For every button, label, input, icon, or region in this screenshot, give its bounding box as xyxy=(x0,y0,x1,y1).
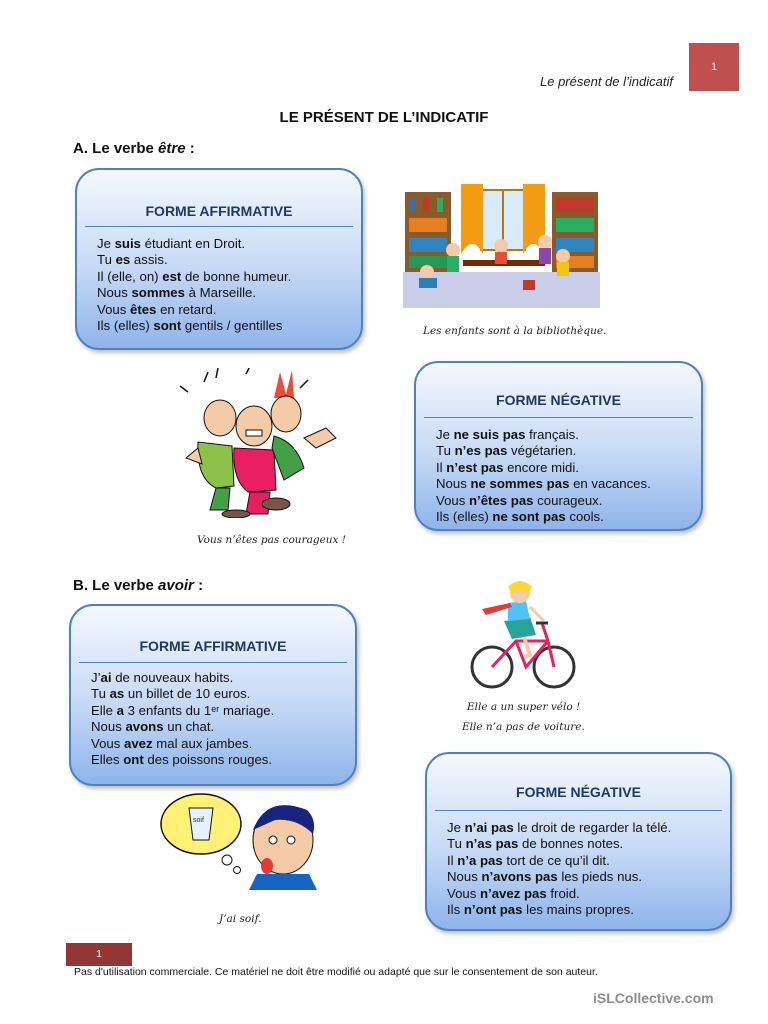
conjugated-verb: ne sont pas xyxy=(492,509,566,525)
conjugated-verb: n’as pas xyxy=(465,836,519,852)
sentence-part: des poissons rouges. xyxy=(143,752,273,768)
site-watermark: iSLCollective.com xyxy=(593,990,714,1006)
sentence-part: de nouveaux habits. xyxy=(111,670,234,685)
sentence-part: de bonnes notes. xyxy=(518,836,624,852)
conjugation-line xyxy=(91,670,274,686)
sentence-part: en vacances. xyxy=(569,476,651,492)
conjugated-verb: n’a pas xyxy=(457,852,503,868)
conjugated-verb: n’ont pas xyxy=(463,902,523,918)
sentence-part: assis. xyxy=(130,252,168,268)
page-number-box xyxy=(689,43,739,91)
running-header: Le présent de l’indicatif xyxy=(540,74,673,89)
thirsty-boy-illustration xyxy=(157,790,325,890)
conjugation-line xyxy=(436,443,651,459)
conjugation-line xyxy=(447,902,671,918)
conjugated-verb: ne sommes pas xyxy=(470,476,570,492)
avoir-negative-box xyxy=(425,752,732,931)
sentence-part: gentils / gentilles xyxy=(181,318,283,334)
document-title: LE PRÉSENT DE L’INDICATIF xyxy=(279,109,489,126)
sentence-part: Ils (elles) xyxy=(436,509,493,525)
conjugation-line xyxy=(97,302,291,318)
conjugation-line xyxy=(97,236,291,252)
etre-affirmative-box xyxy=(75,168,363,350)
scared-men-illustration xyxy=(176,368,342,518)
conjugated-verb: sommes xyxy=(131,285,185,301)
sentence-part: en retard. xyxy=(156,301,217,317)
sentence-part: Tu xyxy=(447,836,466,852)
conjugation-line xyxy=(97,252,291,268)
scared-caption: Vous n’êtes pas courageux ! xyxy=(197,534,347,546)
sentence-part: Vous xyxy=(447,885,480,901)
conjugation-line xyxy=(91,719,274,735)
sentence-part: un billet de 10 euros. xyxy=(124,686,251,702)
conjugation-line xyxy=(436,509,651,525)
conjugated-verb: n’est pas xyxy=(446,459,504,475)
conjugated-verb: est xyxy=(162,268,182,284)
conjugation-line xyxy=(91,752,274,768)
conjugation-line xyxy=(91,703,274,719)
sentence-part: encore midi. xyxy=(503,459,579,475)
conjugation-line xyxy=(447,836,671,852)
sentence-part: étudiant en Droit. xyxy=(140,236,246,251)
conjugation-line xyxy=(447,886,671,902)
sentence-part: 3 enfants du 1ᵉʳ mariage. xyxy=(124,702,275,718)
conjugation-line xyxy=(97,269,291,285)
conjugation-line xyxy=(436,460,651,476)
sentence-part: Tu xyxy=(91,686,110,702)
conjugation-line xyxy=(447,820,671,836)
conjugated-verb: n’avez pas xyxy=(480,885,547,901)
conjugated-verb: suis xyxy=(114,236,141,251)
sentence-part: Elle xyxy=(91,702,117,718)
glass-label: soif xyxy=(193,817,204,824)
sentence-part: Il (elle, on) xyxy=(97,268,163,284)
conjugated-verb: sont xyxy=(153,318,182,334)
conjugation-line xyxy=(91,686,274,702)
footer-license-note: Pas d'utilisation commerciale. Ce matériel ne doit être modifié ou adapté que sur le consentement de son auteur. xyxy=(74,966,598,978)
divider xyxy=(79,662,347,663)
conjugated-verb: ont xyxy=(123,752,144,768)
sentence-part: tort de ce qu’il dit. xyxy=(502,852,610,868)
divider xyxy=(435,810,722,811)
divider xyxy=(424,417,693,418)
sentence-part: Ils (elles) xyxy=(97,318,154,334)
sentence-part: les pieds nus. xyxy=(557,869,642,885)
conjugated-verb: n’es pas xyxy=(454,443,508,459)
sentence-part: végétarien. xyxy=(507,443,577,459)
avoir-negative-lines xyxy=(447,820,671,918)
conjugation-line xyxy=(91,736,274,752)
girl-on-bike-illustration xyxy=(468,577,608,691)
avoir-affirmative-lines xyxy=(91,670,274,768)
conjugated-verb: n’ai pas xyxy=(464,820,514,835)
sentence-part: Nous xyxy=(436,476,471,492)
conjugation-line xyxy=(436,427,651,443)
sentence-part: Il xyxy=(447,852,458,868)
sentence-part: Je xyxy=(436,427,454,442)
conjugation-line xyxy=(447,869,671,885)
etre-affirmative-heading: FORME AFFIRMATIVE xyxy=(145,203,293,219)
sentence-part: le droit de regarder la télé. xyxy=(513,820,672,835)
sentence-part: Nous xyxy=(91,719,126,735)
footer-page-number-tab xyxy=(66,943,132,966)
sentence-part: froid. xyxy=(546,885,580,901)
page-number: 1 xyxy=(710,61,718,73)
sentence-part: à Marseille. xyxy=(184,285,257,301)
avoir-affirmative-box xyxy=(69,604,357,786)
sentence-part: les mains propres. xyxy=(522,902,634,918)
etre-affirmative-lines xyxy=(97,236,291,334)
sentence-part: Vous xyxy=(436,492,469,508)
sentence-part: mal aux jambes. xyxy=(152,735,253,751)
sentence-part: un chat. xyxy=(163,719,215,735)
sentence-part: Vous xyxy=(91,735,124,751)
thirst-caption: J’ai soif. xyxy=(219,913,262,925)
sentence-part: Je xyxy=(97,236,115,251)
sentence-part: Elles xyxy=(91,752,124,768)
conjugated-verb: n’avons pas xyxy=(481,869,558,885)
sentence-part: Nous xyxy=(447,869,482,885)
sentence-part: Ils xyxy=(447,902,464,918)
section-b-title: B. Le verbe avoir : xyxy=(73,577,204,594)
conjugated-verb: avons xyxy=(125,719,164,735)
conjugation-line xyxy=(436,476,651,492)
sentence-part: Nous xyxy=(97,285,132,301)
section-a-title: A. Le verbe être : xyxy=(73,140,195,157)
conjugation-line xyxy=(436,493,651,509)
conjugated-verb: a xyxy=(116,702,124,718)
conjugated-verb: ne suis pas xyxy=(453,427,526,442)
conjugated-verb: n’êtes pas xyxy=(469,492,534,508)
sentence-part: J’ xyxy=(91,670,101,685)
footer-page-number: 1 xyxy=(96,949,102,960)
conjugated-verb: êtes xyxy=(130,301,157,317)
avoir-affirmative-heading: FORME AFFIRMATIVE xyxy=(139,638,287,654)
library-caption: Les enfants sont à la bibliothèque. xyxy=(423,325,607,337)
conjugated-verb: avez xyxy=(124,735,153,751)
conjugation-line xyxy=(97,285,291,301)
sentence-part: Tu xyxy=(97,252,116,268)
etre-negative-lines xyxy=(436,427,651,525)
sentence-part: courageux. xyxy=(533,492,603,508)
avoir-negative-heading: FORME NÉGATIVE xyxy=(516,784,641,800)
divider xyxy=(85,226,353,227)
sentence-part: Je xyxy=(447,820,465,835)
conjugated-verb: es xyxy=(115,252,131,268)
bike-caption-1: Elle a un super vélo ! xyxy=(467,701,581,713)
sentence-part: de bonne humeur. xyxy=(181,268,292,284)
conjugated-verb: ai xyxy=(100,670,112,685)
sentence-part: français. xyxy=(525,427,579,442)
etre-negative-heading: FORME NÉGATIVE xyxy=(496,392,621,408)
bike-caption-2: Elle n’a pas de voiture. xyxy=(462,721,585,733)
sentence-part: cools. xyxy=(565,509,604,525)
sentence-part: Tu xyxy=(436,443,455,459)
etre-negative-box xyxy=(414,361,703,531)
library-children-illustration xyxy=(403,184,600,308)
conjugated-verb: as xyxy=(109,686,125,702)
sentence-part: Vous xyxy=(97,301,130,317)
conjugation-line xyxy=(97,318,291,334)
sentence-part: Il xyxy=(436,459,447,475)
conjugation-line xyxy=(447,853,671,869)
